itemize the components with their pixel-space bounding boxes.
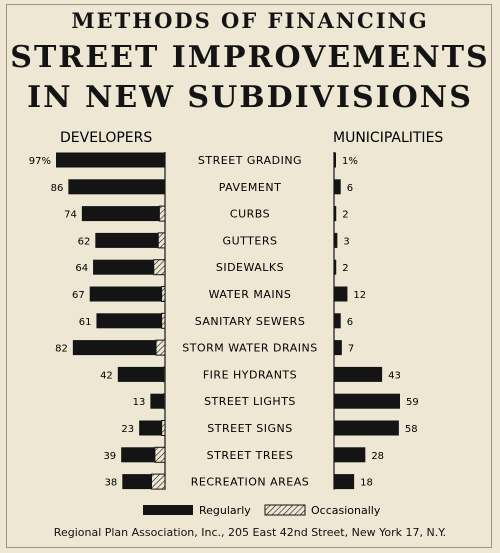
developer-value-label: 74	[64, 209, 77, 221]
category-label: CURBS	[229, 207, 271, 221]
municipality-regular-bar	[334, 394, 400, 409]
developer-occasional-bar	[156, 340, 165, 355]
municipality-value-label: 59	[406, 397, 419, 409]
developers-heading: DEVELOPERS	[60, 130, 153, 146]
developer-occasional-bar	[155, 447, 165, 462]
developer-value-label: 23	[121, 424, 135, 435]
category-label: STORM WATER DRAINS	[182, 341, 318, 355]
municipality-regular-bar	[334, 447, 365, 462]
municipality-regular-bar	[334, 340, 342, 355]
developer-occasional-bar	[159, 206, 165, 221]
municipality-value-label: 1%	[342, 156, 358, 167]
developer-regular-bar	[150, 394, 163, 409]
category-label: RECREATION AREAS	[190, 475, 310, 489]
municipality-regular-bar	[334, 260, 336, 275]
municipality-value-label: 2	[342, 263, 349, 275]
category-label: SANITARY SEWERS	[194, 314, 306, 328]
developer-value-label: 39	[103, 450, 117, 462]
category-label: STREET GRADING	[197, 154, 303, 167]
developer-value-label: 67	[71, 290, 85, 301]
developer-value-label: 13	[132, 397, 146, 409]
municipality-regular-bar	[334, 206, 336, 221]
legend-regularly-swatch	[143, 505, 193, 515]
legend-regularly-label: Regularly	[199, 504, 251, 517]
municipality-value-label: 18	[360, 477, 373, 489]
developer-occasional-bar	[152, 474, 165, 489]
developer-occasional-bar	[164, 394, 165, 409]
municipality-value-label: 43	[388, 370, 401, 382]
developer-occasional-bar	[164, 367, 165, 382]
municipality-regular-bar	[334, 367, 382, 382]
legend	[143, 504, 381, 517]
municipality-value-label: 6	[346, 182, 354, 194]
developer-occasional-bar	[162, 287, 165, 302]
developer-regular-bar	[96, 313, 161, 328]
developer-regular-bar	[93, 260, 154, 275]
developer-value-label: 42	[100, 370, 113, 382]
municipality-regular-bar	[334, 233, 337, 248]
developer-regular-bar	[82, 206, 160, 221]
category-label: PAVEMENT	[218, 180, 282, 194]
developer-regular-bar	[121, 447, 155, 462]
municipality-regular-bar	[334, 474, 354, 489]
municipality-value-label: 6	[346, 316, 354, 328]
category-label: FIRE HYDRANTS	[202, 368, 298, 382]
title-line-3: IN NEW SUBDIVISIONS	[27, 80, 473, 115]
title-line-2: STREET IMPROVEMENTS	[10, 40, 490, 75]
developer-value-label: 62	[77, 236, 91, 248]
municipality-value-label: 28	[371, 450, 385, 462]
municipality-regular-bar	[334, 153, 336, 168]
municipality-regular-bar	[334, 313, 341, 328]
developer-regular-bar	[73, 340, 156, 355]
developer-value-label: 86	[50, 182, 64, 194]
category-label: STREET SIGNS	[207, 422, 293, 435]
source-footer: Regional Plan Association, Inc., 205 East 42nd Street, New York 17, N.Y.	[53, 526, 447, 539]
category-label: SIDEWALKS	[215, 261, 285, 275]
developer-occasional-bar	[162, 313, 165, 328]
category-label: WATER MAINS	[208, 288, 292, 301]
municipality-value-label: 2	[342, 209, 349, 221]
developer-regular-bar	[90, 287, 162, 302]
developer-occasional-bar	[162, 421, 165, 436]
developer-value-label: 64	[75, 263, 89, 275]
developer-value-label: 61	[78, 316, 92, 328]
developer-occasional-bar	[154, 260, 165, 275]
category-label: STREET TREES	[206, 448, 294, 462]
developer-value-label: 82	[55, 343, 68, 355]
developer-regular-bar	[139, 421, 161, 436]
developer-value-label: 97%	[28, 156, 51, 167]
municipalities-heading: MUNICIPALITIES	[333, 130, 444, 146]
developer-regular-bar	[68, 179, 165, 194]
title-line-1: METHODS OF FINANCING	[71, 8, 429, 33]
developer-regular-bar	[56, 153, 165, 168]
municipality-value-label: 12	[353, 290, 367, 301]
developer-regular-bar	[95, 233, 158, 248]
legend-occasionally-swatch	[265, 505, 305, 515]
municipality-regular-bar	[334, 179, 341, 194]
municipality-regular-bar	[334, 421, 399, 436]
developer-occasional-bar	[158, 233, 165, 248]
municipality-value-label: 7	[347, 343, 355, 355]
category-label: STREET LIGHTS	[204, 395, 296, 409]
developer-regular-bar	[118, 367, 164, 382]
category-label: GUTTERS	[222, 234, 278, 248]
municipality-value-label: 3	[343, 236, 350, 248]
municipality-value-label: 58	[404, 424, 418, 435]
developer-value-label: 38	[104, 477, 118, 489]
developer-regular-bar	[122, 474, 151, 489]
municipality-regular-bar	[334, 287, 347, 302]
legend-occasionally-label: Occasionally	[311, 504, 381, 517]
